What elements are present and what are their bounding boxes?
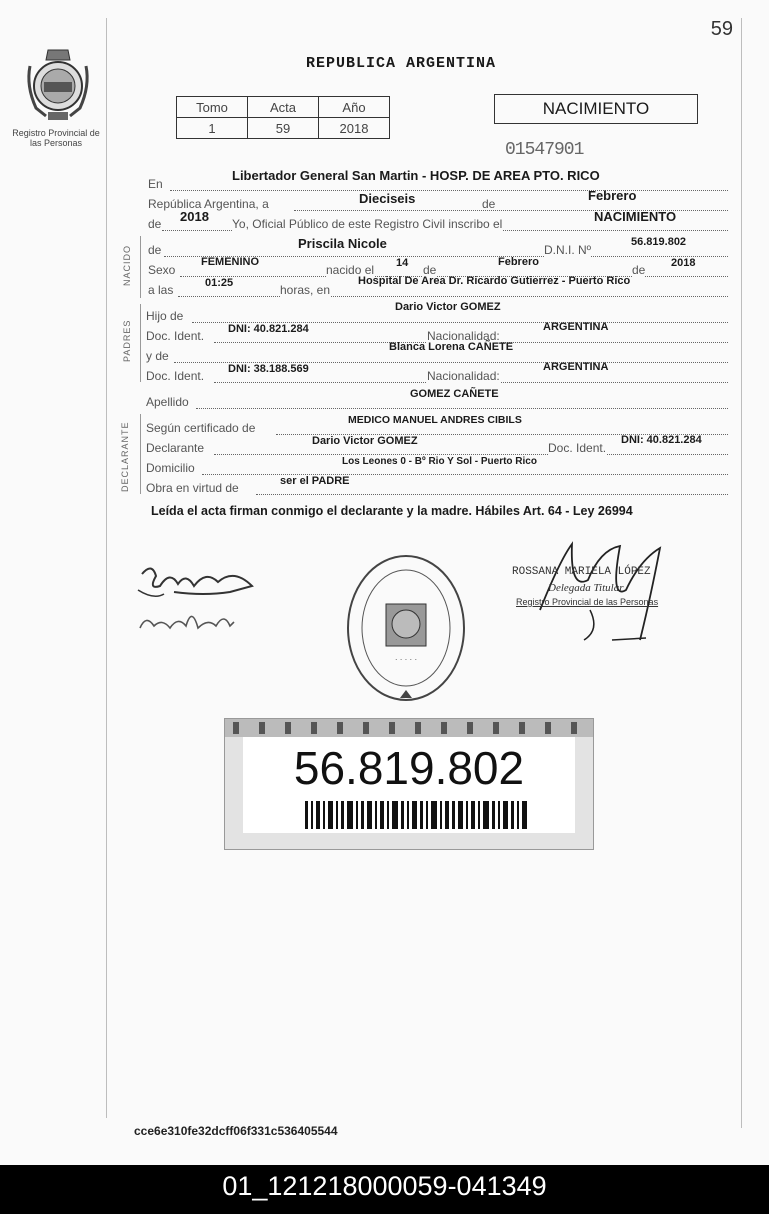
- address: Los Leones 0 - Bº Rio Y Sol - Puerto Rico: [342, 456, 537, 467]
- birth-year: 2018: [671, 257, 696, 269]
- obra-label: Obra en virtud de: [146, 481, 239, 495]
- anio-value: 2018: [319, 118, 390, 139]
- inscribe-value: NACIMIENTO: [594, 209, 677, 224]
- padres-side-label: PADRES: [122, 319, 132, 362]
- y-de-label: y de: [146, 349, 169, 363]
- officer-title: Delegada Titular: [548, 582, 624, 594]
- declarante-side-label: DECLARANTE: [120, 421, 130, 492]
- a-las-label: a las: [148, 283, 174, 297]
- document-hash: cce6e310fe32dcff06f331c536405544: [134, 1124, 338, 1138]
- registry-logo-icon: [22, 46, 94, 126]
- mother-name: Blanca Lorena CAÑETE: [389, 341, 514, 353]
- place-value: Libertador General San Martin - HOSP. DE AREA PTO. RICO: [232, 168, 600, 183]
- padre-doc-label: Doc. Ident.: [146, 329, 205, 343]
- mother-nationality: ARGENTINA: [543, 361, 609, 373]
- tomo-value: 1: [177, 118, 248, 139]
- father-doc: DNI: 40.821.284: [228, 323, 309, 335]
- domicilio-label: Domicilio: [146, 461, 195, 475]
- de-label: de: [482, 197, 496, 211]
- barcode-icon: [305, 801, 527, 829]
- birth-day: 14: [396, 257, 409, 269]
- year-value: 2018: [180, 209, 209, 224]
- acta-value: 59: [248, 118, 319, 139]
- acting-as: ser el PADRE: [280, 475, 350, 487]
- apellido-label: Apellido: [146, 395, 189, 409]
- dni-sticker: [224, 718, 594, 850]
- padres-divider: [140, 304, 141, 382]
- birth-month: Febrero: [498, 256, 539, 268]
- nacido-divider: [140, 236, 141, 298]
- madre-nac-label: Nacionalidad:: [427, 369, 500, 383]
- footer-file-id: 01_121218000059-041349: [222, 1171, 547, 1201]
- sticker-pattern-icon: [225, 719, 593, 737]
- republica-label: República Argentina, a: [148, 197, 269, 211]
- certifying-doctor: MEDICO MANUEL ANDRES CIBILS: [348, 414, 522, 426]
- officer-name: ROSSANA MARIELA LÓPEZ: [512, 566, 651, 578]
- acta-header: Acta: [248, 97, 319, 118]
- child-name: Priscila Nicole: [298, 236, 387, 251]
- sexo-label: Sexo: [148, 263, 176, 277]
- declarant-signature-icon: [134, 556, 264, 646]
- dni-inner: [243, 737, 575, 833]
- padre-nac-label: Nacionalidad:: [427, 329, 500, 343]
- nacido-side-label: NACIDO: [122, 244, 132, 286]
- hijo-label: Hijo de: [146, 309, 184, 323]
- birth-time: 01:25: [205, 277, 234, 289]
- logo-caption: Registro Provincial de las Personas: [12, 128, 100, 148]
- observation-text: Leída el acta firman conmigo el declarante y la madre. Hábiles Art. 64 - Ley 26994: [151, 504, 633, 518]
- act-type-box: NACIMIENTO: [494, 94, 698, 124]
- month-value: Febrero: [588, 188, 637, 203]
- officer-office: Registro Provincial de las Personas: [516, 597, 659, 607]
- tomo-header: Tomo: [177, 97, 248, 118]
- certificado-label: Según certificado de: [146, 421, 256, 435]
- sticker-dni-number: 56.819.802: [293, 742, 525, 794]
- anio-header: Año: [319, 97, 390, 118]
- de-label-2: de: [423, 263, 437, 277]
- declarante-divider: [140, 414, 141, 494]
- de2-label: de: [148, 217, 162, 231]
- official-seal-icon: [344, 552, 468, 704]
- en-label: En: [148, 177, 163, 191]
- declarant-name: Dario Victor GOMEZ: [312, 435, 418, 447]
- father-name: Dario Victor GOMEZ: [395, 301, 501, 313]
- officer-signature-icon: [530, 540, 680, 650]
- surname: GOMEZ CAÑETE: [410, 388, 499, 400]
- right-margin-line: [741, 18, 742, 1128]
- father-nationality: ARGENTINA: [543, 321, 609, 333]
- de-label-3: de: [632, 263, 646, 277]
- nacido-el-label: nacido el: [326, 263, 375, 277]
- serial-number: 01547901: [505, 140, 584, 160]
- madre-doc-label: Doc. Ident.: [146, 369, 205, 383]
- page-number: 59: [710, 18, 733, 40]
- country-title: REPUBLICA ARGENTINA: [306, 55, 497, 72]
- birth-place: Hospital De Area Dr. Ricardo Gutierrez - Puerto Rico: [358, 275, 631, 287]
- horas-label: horas, en: [280, 283, 331, 297]
- svg-text:· · · · ·: · · · · ·: [394, 655, 418, 664]
- left-margin-line: [106, 18, 107, 1118]
- declarante-doc-label: Doc. Ident.: [548, 441, 607, 455]
- de-nombre-label: de: [148, 243, 162, 257]
- registry-table: [176, 96, 390, 139]
- mother-doc: DNI: 38.188.569: [228, 363, 309, 375]
- declarante-label: Declarante: [146, 441, 205, 455]
- child-dni: 56.819.802: [631, 236, 687, 248]
- day-value: Dieciseis: [359, 191, 416, 206]
- dni-label: D.N.I. Nº: [544, 243, 592, 257]
- declarant-doc: DNI: 40.821.284: [621, 434, 702, 446]
- oficial-text: Yo, Oficial Público de este Registro Civil inscribo el: [232, 217, 503, 231]
- sex-value: FEMENINO: [201, 256, 260, 268]
